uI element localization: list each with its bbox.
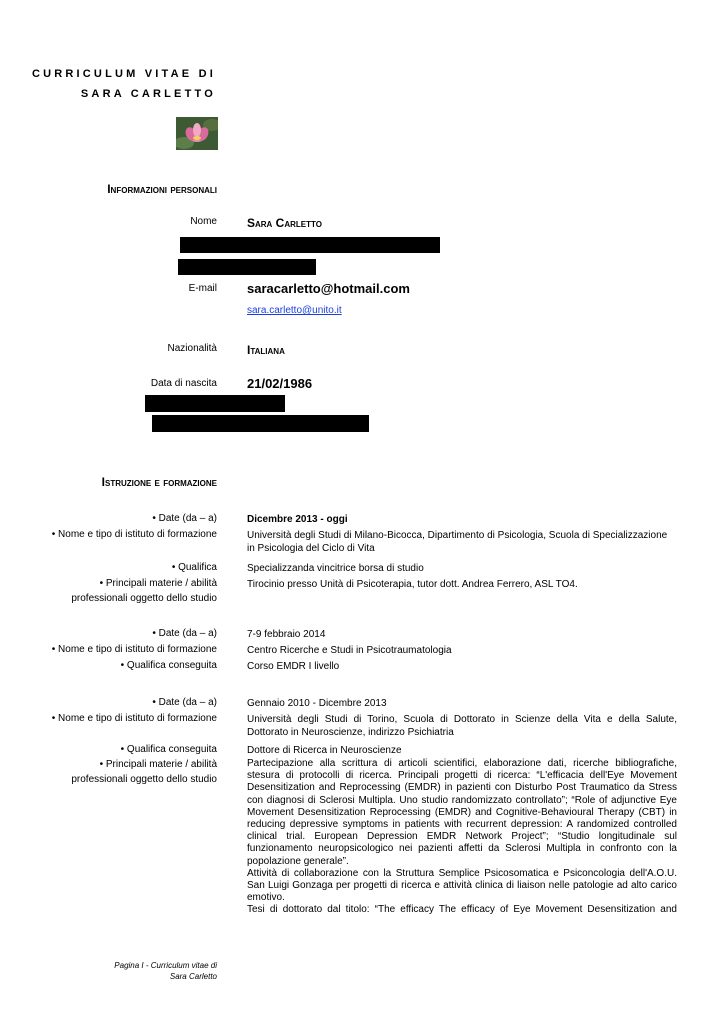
institution-value: Centro Ricerche e Studi in Psicotraumatologia xyxy=(247,645,452,656)
nationality-label: Nazionalità xyxy=(167,343,217,354)
lotus-photo xyxy=(176,117,218,150)
date-label: • Date (da – a) xyxy=(152,628,217,639)
email-label: E-mail xyxy=(188,283,217,294)
subjects-label: • Principali materie / abilità xyxy=(99,759,217,770)
cv-title: CURRICULUM VITAE DI xyxy=(31,68,216,80)
subjects-label-cont: professionali oggetto dello studio xyxy=(71,593,217,604)
qualification-value: Specializzanda vincitrice borsa di studio xyxy=(247,563,424,574)
name-label: Nome xyxy=(190,216,217,227)
qualification-label: • Qualifica conseguita xyxy=(120,660,217,671)
date-value: 7-9 febbraio 2014 xyxy=(247,629,326,640)
date-value: Gennaio 2010 - Dicembre 2013 xyxy=(247,698,387,709)
footer-owner-name: Sara Carletto xyxy=(169,972,217,981)
birth-date-label: Data di nascita xyxy=(150,378,217,389)
institution-value: Università degli Studi di Torino, Scuola di Dottorato in Scienze della Vita e della Salute, xyxy=(247,714,677,725)
section-title-education: Istruzione e formazione xyxy=(101,475,217,489)
redacted-block xyxy=(178,259,316,275)
section-title-personal: Informazioni personali xyxy=(107,182,217,196)
subjects-label-cont: professionali oggetto dello studio xyxy=(71,774,217,785)
redacted-block xyxy=(152,415,369,432)
qualification-label: • Qualifica conseguita xyxy=(120,744,217,755)
institution-label: • Nome e tipo di istituto di formazione xyxy=(51,529,217,540)
institution-value: Università degli Studi di Milano-Bicocca, Dipartimento di Psicologia, Scuola di Specializzazione xyxy=(247,530,668,541)
institution-value-cont: in Psicologia del Ciclo di Vita xyxy=(247,543,375,554)
birth-date-value: 21/02/1986 xyxy=(247,376,313,391)
redacted-block xyxy=(180,237,440,253)
institution-label: • Nome e tipo di istituto di formazione xyxy=(51,713,217,724)
qualification-value: Corso EMDR I livello xyxy=(247,661,340,672)
subjects-label: • Principali materie / abilità xyxy=(99,578,217,589)
institution-value-cont: Dottorato in Neuroscienze, indirizzo Psichiatria xyxy=(247,727,454,738)
qualification-label: • Qualifica xyxy=(171,562,217,573)
cv-owner-name: SARA CARLETTO xyxy=(80,88,216,100)
qualification-value: Dottore di Ricerca in Neuroscienze xyxy=(247,745,402,756)
subjects-description xyxy=(247,758,677,917)
thesis-paragraph: Tesi di dottorato dal titolo: “The efficacy The efficacy of Eye Movement Desensitization and xyxy=(247,904,677,916)
footer-page-label: Pagina I - Curriculum vitae di xyxy=(114,961,217,970)
research-paragraph: Partecipazione alla scrittura di articoli scientifici, elaborazione dati, ricerche bibliografiche, stesura di protocolli di ricerca. Principali progetti di ricerca: “L'efficacia dell'Eye Movement Desensitization and Reprocessing (EMDR) in pazienti con Disturbo Post Traumatico da Stress con diagnosi di Sclerosi Multipla. Uno studio randomizzato controllato”; “Role of adjunctive Eye Movement Desensitization Reprocessing (EMDR) and Cognitive-Behavioural Therapy (CBT) in reducing depressive symptoms in patients with recurrent depression: A randomized controlled clinical trial. European Depression EMDR Network Project”; “Studio longitudinale sul funzionamento neuropsicologico nei pazienti affetti da Sclerosi Multipla in confronto con la popolazione generale”. xyxy=(247,758,677,867)
email-value: saracarletto@hotmail.com xyxy=(247,281,410,296)
date-value: Dicembre 2013 - oggi xyxy=(247,514,348,525)
redacted-block xyxy=(145,395,285,412)
subjects-value: Tirocinio presso Unità di Psicoterapia, tutor dott. Andrea Ferrero, ASL TO4. xyxy=(247,579,578,590)
date-label: • Date (da – a) xyxy=(152,697,217,708)
nationality-value: Italiana xyxy=(247,343,285,357)
secondary-email-link[interactable]: sara.carletto@unito.it xyxy=(247,305,342,316)
collaboration-paragraph: Attività di collaborazione con la Struttura Semplice Psicosomatica e Psiconcologia dell'A.O.U. San Luigi Gonzaga per progetti di ricerca e attività clinica di liaison nelle patologie ad alto carico emotivo. xyxy=(247,867,677,904)
name-value: Sara Carletto xyxy=(247,216,322,230)
date-label: • Date (da – a) xyxy=(152,513,217,524)
institution-label: • Nome e tipo di istituto di formazione xyxy=(51,644,217,655)
